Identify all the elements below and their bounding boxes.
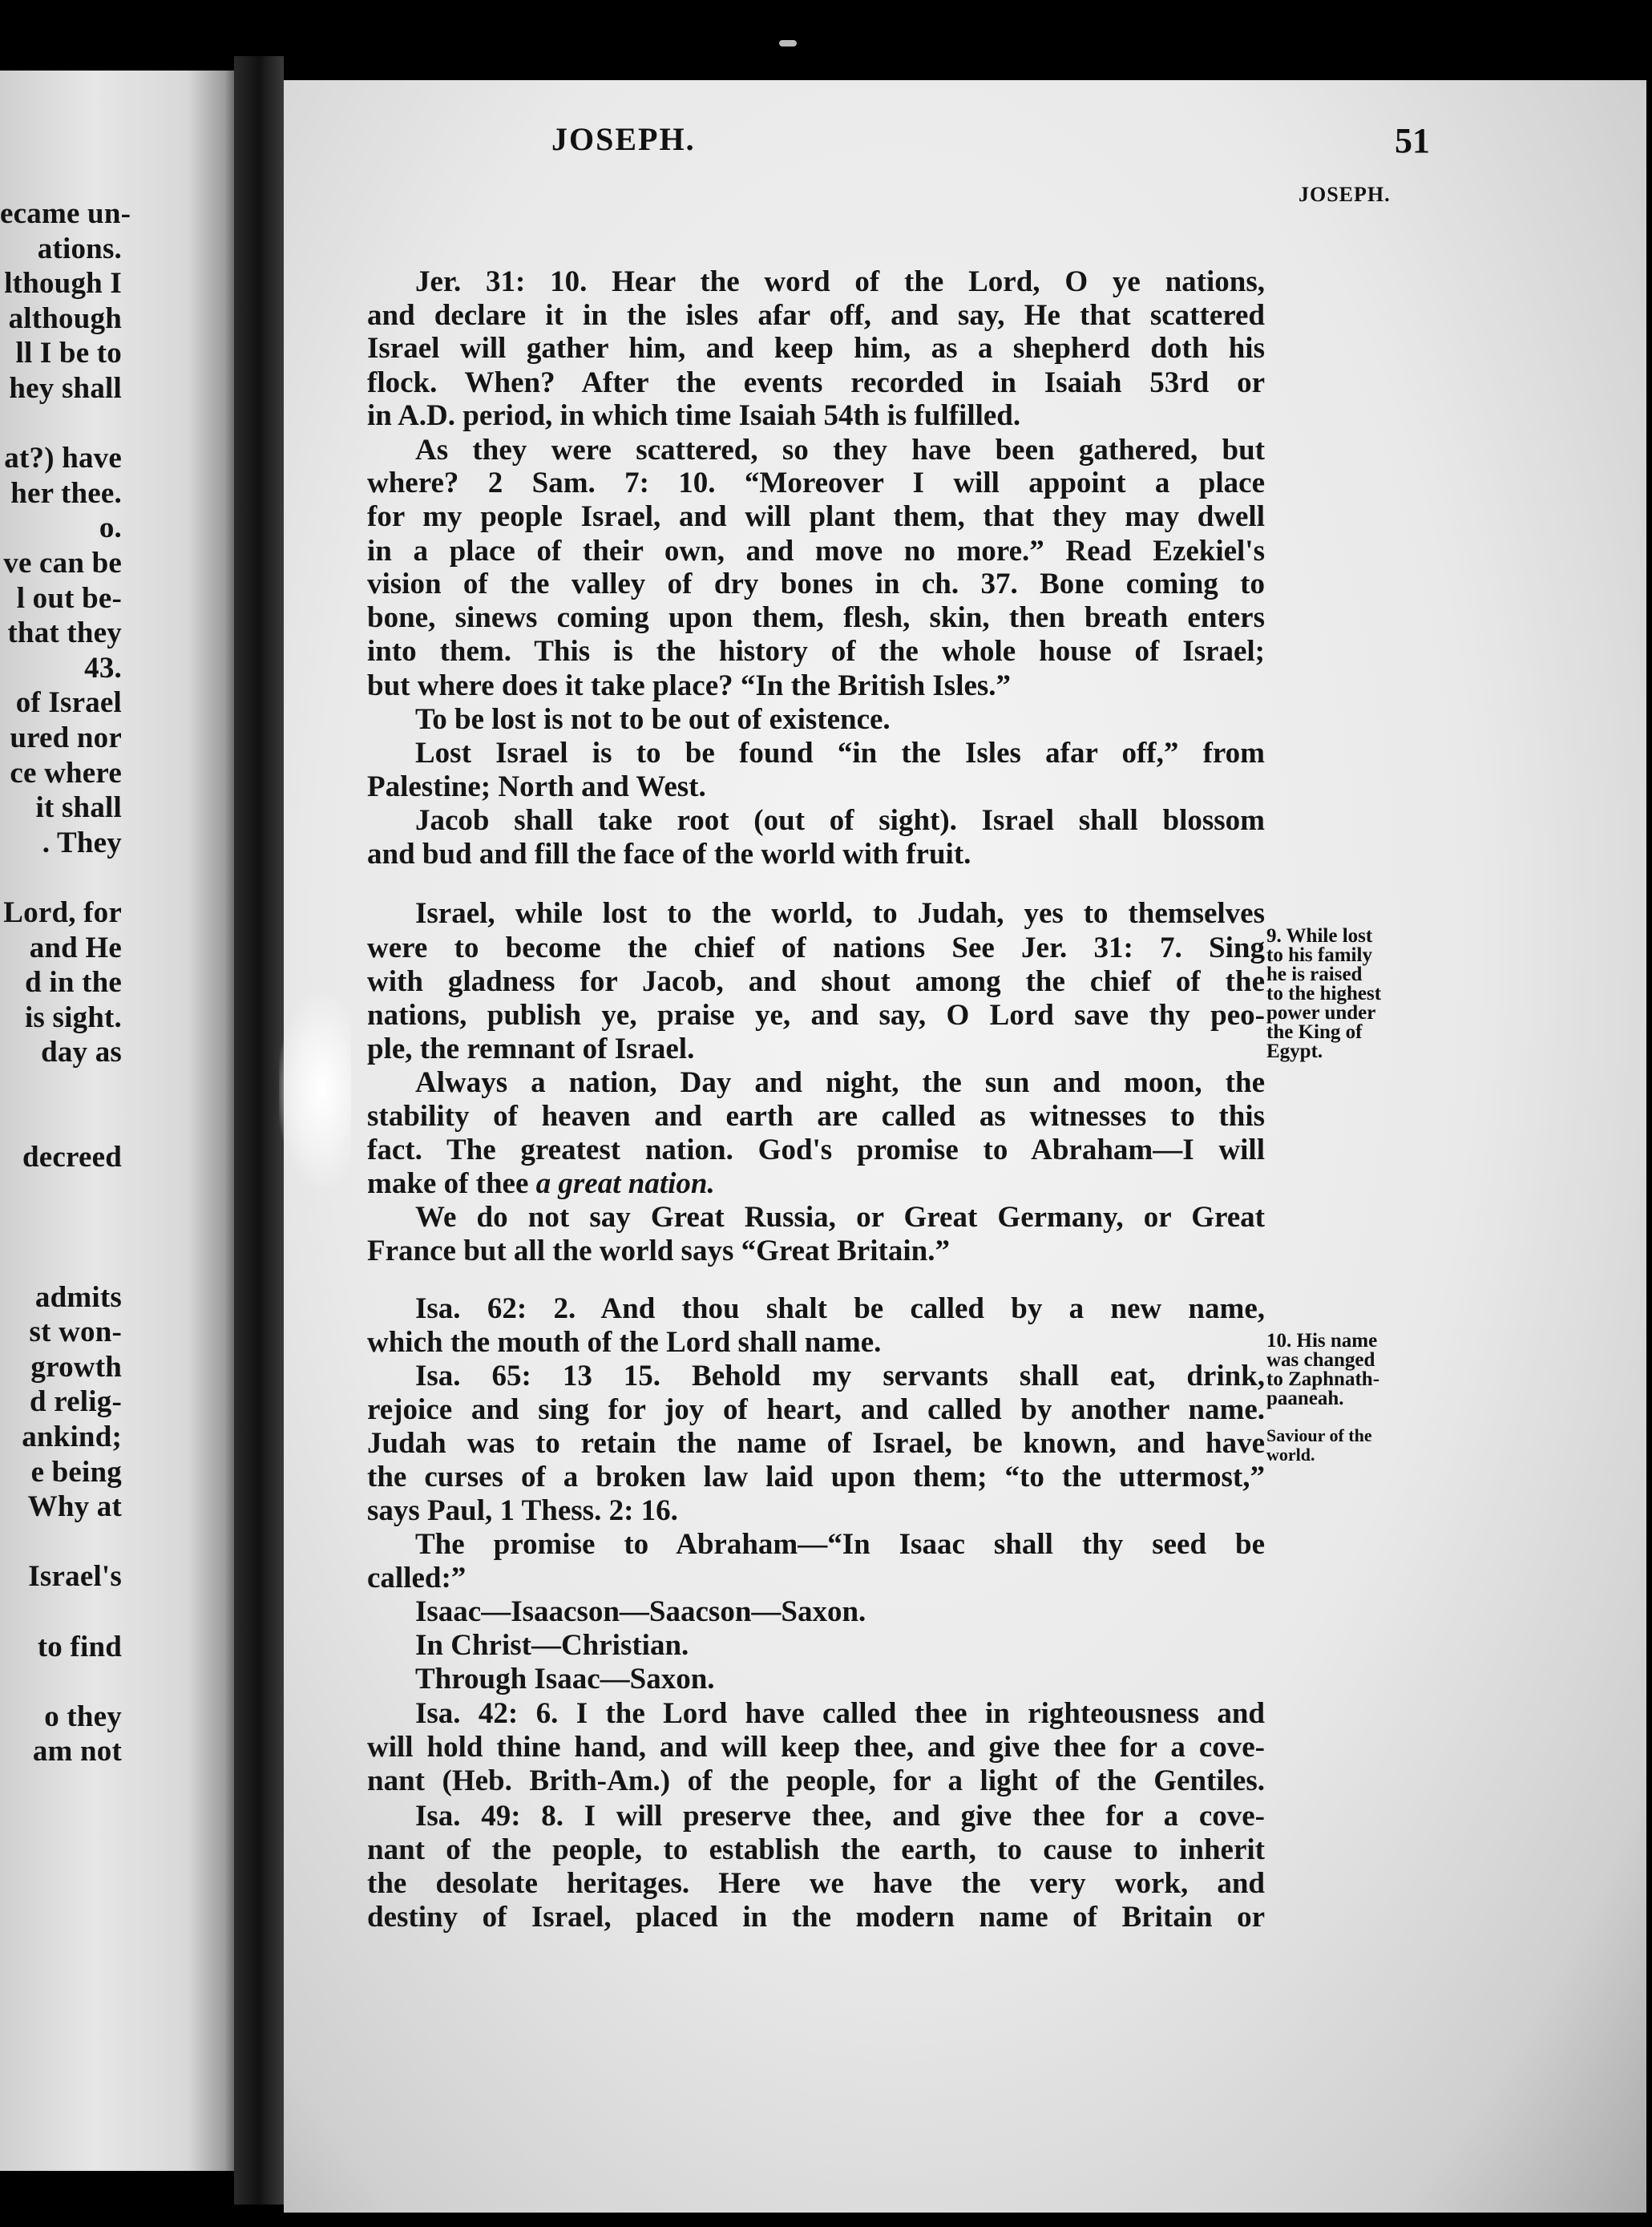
left-page-line: e being <box>30 1455 122 1489</box>
body-line-text: nant of the people, to establish the earth, to cause to inherit <box>367 1833 1265 1866</box>
left-page-line: lthough I <box>4 267 122 301</box>
body-line <box>415 1527 1265 1562</box>
body-line-text: Palestine; North and West. <box>367 770 706 803</box>
body-line <box>367 398 1265 434</box>
body-line-text: will hold thine hand, and will keep thee, and give thee for a cove- <box>367 1731 1265 1764</box>
body-line-text: To be lost is not to be out of existence. <box>415 703 891 736</box>
body-line <box>415 265 1265 300</box>
body-line-text: Isa. 62: 2. And thou shalt be called by a new name, <box>415 1292 1265 1325</box>
body-line-text: Lost Israel is to be found “in the Isles afar off,” from <box>415 737 1265 770</box>
body-line <box>367 931 1265 966</box>
body-line-text: but where does it take place? “In the British Isles.” <box>367 669 1012 702</box>
left-page-fragment <box>0 71 234 2171</box>
body-line <box>415 1594 1265 1630</box>
body-line <box>367 567 1265 602</box>
left-page-line: o. <box>99 511 122 545</box>
body-line <box>415 1291 1265 1327</box>
body-line-text: nations, publish ye, praise ye, and say, O Lord save thy peo- <box>367 999 1265 1032</box>
body-line <box>415 433 1265 468</box>
body-line-text: which the mouth of the Lord shall name. <box>367 1326 882 1359</box>
left-page-line: ured nor <box>10 721 122 754</box>
left-page-line: l out be- <box>16 581 122 615</box>
left-page-line: . They <box>42 826 122 859</box>
left-page-line: d in the <box>25 966 122 1000</box>
body-line <box>415 1065 1265 1101</box>
body-line-text: vision of the valley of dry bones in ch. 37. Bone coming to <box>367 568 1265 600</box>
side-head: JOSEPH. <box>1299 183 1391 206</box>
body-line-text: France but all the world says “Great Britain.” <box>367 1235 950 1267</box>
margin-note-line: 9. While lost <box>1266 925 1373 947</box>
body-line-text: in A.D. period, in which time Isaiah 54th is fulfilled. <box>367 399 1021 432</box>
left-page-line: st won- <box>29 1316 122 1349</box>
body-line-text: the curses of a broken law laid upon them; “to the uttermost,” <box>367 1461 1265 1493</box>
body-line <box>367 1133 1265 1168</box>
body-line <box>367 1426 1265 1461</box>
left-page-line: although <box>8 301 122 335</box>
body-line-text: says Paul, 1 Thess. 2: 16. <box>367 1494 678 1527</box>
running-head: JOSEPH. <box>551 121 696 157</box>
left-page-line: of Israel <box>15 686 122 720</box>
body-line-text: and declare it in the isles afar off, and say, He that scattered <box>367 299 1265 332</box>
body-line <box>367 298 1265 333</box>
body-line <box>415 1200 1265 1235</box>
body-line-text: ple, the remnant of Israel. <box>367 1033 695 1065</box>
body-line-text: Israel will gather him, and keep him, as a shepherd doth his <box>367 332 1265 365</box>
left-page-line: growth <box>30 1350 122 1384</box>
left-page-line: at?) have <box>4 442 122 475</box>
body-line <box>367 331 1265 366</box>
left-page-line: ve can be <box>3 547 122 580</box>
left-page-line: is sight. <box>24 1000 122 1034</box>
body-line-text: stability of heaven and earth are called as witnesses to this <box>367 1100 1265 1133</box>
body-line-text: Isa. 49: 8. I will preserve thee, and give thee for a cove- <box>415 1800 1265 1833</box>
body-line-text: for my people Israel, and will plant them, that they may dwell <box>367 500 1265 533</box>
body-line <box>415 736 1265 771</box>
body-line <box>367 770 1265 805</box>
body-line <box>367 534 1265 569</box>
left-page-line: ce where <box>10 756 122 790</box>
left-page-line: o they <box>44 1700 122 1733</box>
body-line <box>367 1900 1265 1935</box>
left-page-line: to find <box>37 1630 122 1663</box>
body-line <box>367 466 1265 501</box>
left-page-line: 43. <box>84 651 122 685</box>
body-line-text: flock. When? After the events recorded in Isaiah 53rd or <box>367 366 1265 399</box>
margin-note-line: 10. His name <box>1266 1330 1378 1352</box>
body-line <box>415 1696 1265 1732</box>
margin-note-line: power under <box>1266 1002 1376 1024</box>
body-line <box>415 1662 1265 1697</box>
body-line <box>415 702 1265 738</box>
body-line <box>367 1561 1265 1596</box>
body-line-text: Isa. 65: 13 15. Behold my servants shall eat, drink, <box>415 1360 1265 1392</box>
body-line-text: We do not say Great Russia, or Great Germany, or Great <box>415 1201 1265 1234</box>
body-line-text: Always a nation, Day and night, the sun and moon, the <box>415 1066 1265 1099</box>
body-line-text: Judah was to retain the name of Israel, be known, and have <box>367 1427 1265 1460</box>
body-line-text: As they were scattered, so they have been gathered, but <box>415 434 1265 467</box>
body-line <box>415 896 1265 932</box>
body-line-text: nant (Heb. Brith-Am.) of the people, for a light of the Gentiles. <box>367 1764 1265 1797</box>
body-line <box>367 634 1265 669</box>
body-line <box>367 499 1265 535</box>
body-line <box>415 1628 1265 1663</box>
left-page-line: am not <box>32 1735 122 1768</box>
body-line <box>367 998 1265 1033</box>
body-line <box>367 964 1265 1000</box>
left-page-line: her thee. <box>10 476 122 510</box>
body-line <box>367 1166 1265 1202</box>
body-line-text: in a place of their own, and move no more.” Read Ezekiel's <box>367 535 1265 568</box>
left-page-line: decreed <box>22 1141 122 1174</box>
body-line <box>367 1325 1265 1360</box>
body-line-text: Israel, while lost to the world, to Judah, yes to themselves <box>415 897 1265 930</box>
margin-note-line: the King of <box>1266 1021 1363 1043</box>
left-page-line: admits <box>34 1280 122 1314</box>
paper-damage <box>279 994 351 1186</box>
body-line <box>415 1359 1265 1394</box>
left-page-line: day as <box>41 1036 122 1069</box>
margin-note-line: was changed <box>1266 1349 1375 1371</box>
body-line <box>367 669 1265 704</box>
margin-note-line: Egypt. <box>1266 1041 1323 1062</box>
left-page-line: Lord, for <box>3 896 122 929</box>
left-page-line: Why at <box>27 1490 122 1524</box>
left-page-line: Israel's <box>28 1560 122 1594</box>
left-page-line: ations. <box>37 232 122 265</box>
body-line-text: Isaac—Isaacson—Saacson—Saxon. <box>415 1595 866 1628</box>
body-line <box>367 1764 1265 1799</box>
body-line-text: Through Isaac—Saxon. <box>415 1663 715 1696</box>
body-line <box>367 1730 1265 1765</box>
body-line <box>415 1799 1265 1834</box>
margin-note-line: world. <box>1266 1445 1315 1465</box>
left-page-line: d relig- <box>30 1385 122 1419</box>
body-line-text: were to become the chief of nations See Jer. 31: 7. Sing <box>367 932 1265 964</box>
body-line <box>367 1460 1265 1495</box>
body-line <box>367 1032 1265 1067</box>
margin-note-line: to the highest <box>1266 983 1382 1004</box>
left-page-line: hey shall <box>9 372 122 405</box>
body-line <box>367 600 1265 636</box>
margin-note-line: to Zaphnath- <box>1266 1368 1380 1390</box>
body-line <box>367 837 1265 872</box>
body-line-text: bone, sinews coming upon them, flesh, skin, then breath enters <box>367 601 1265 634</box>
body-line-text: Jacob shall take root (out of sight). Israel shall blossom <box>415 804 1265 837</box>
body-line-text: The promise to Abraham—“In Isaac shall thy seed be <box>415 1528 1265 1561</box>
body-line <box>367 1866 1265 1902</box>
body-line-text: into them. This is the history of the whole house of Israel; <box>367 635 1265 668</box>
left-page-line: ankind; <box>22 1421 122 1453</box>
body-line-text: destiny of Israel, placed in the modern name of Britain or <box>367 1901 1265 1934</box>
body-line-text: make of thee <box>367 1167 529 1200</box>
body-line-text: the desolate heritages. Here we have the very work, and <box>367 1867 1265 1900</box>
body-line-text: fact. The greatest nation. God's promise to Abraham—I will <box>367 1134 1265 1166</box>
body-line-text: where? 2 Sam. 7: 10. “Moreover I will appoint a place <box>367 467 1265 499</box>
body-line-text: Jer. 31: 10. Hear the word of the Lord, O ye nations, <box>415 265 1265 298</box>
body-line <box>367 1392 1265 1428</box>
margin-note-line: he is raised <box>1266 964 1363 985</box>
body-line <box>415 803 1265 839</box>
body-line-text: In Christ—Christian. <box>415 1629 689 1662</box>
margin-note-line: paaneah. <box>1266 1388 1344 1409</box>
body-line-text: with gladness for Jacob, and shout among the chief of the <box>367 965 1265 998</box>
margin-note-line: to his family <box>1266 944 1372 966</box>
scan-mark <box>779 40 797 46</box>
book-gutter <box>234 56 284 2205</box>
left-page-line: that they <box>7 616 122 650</box>
page-number: 51 <box>1395 121 1430 160</box>
body-line-text: Isa. 42: 6. I the Lord have called thee in righteousness and <box>415 1697 1265 1730</box>
left-page-line: it shall <box>35 791 122 825</box>
body-line <box>367 1493 1265 1529</box>
margin-note-line: Saviour of the <box>1266 1425 1372 1445</box>
body-line <box>367 366 1265 401</box>
italic-phrase: a great nation. <box>535 1167 715 1200</box>
left-page-line: and He <box>29 931 122 964</box>
left-page-line: ll I be to <box>15 337 122 370</box>
body-line-text: and bud and fill the face of the world with fruit. <box>367 838 971 871</box>
left-page-line: ecame un- <box>0 197 131 230</box>
body-line <box>367 1099 1265 1134</box>
body-line-text: rejoice and sing for joy of heart, and called by another name. <box>367 1393 1265 1426</box>
body-line <box>367 1833 1265 1868</box>
body-line-text: called:” <box>367 1562 467 1594</box>
body-line <box>367 1234 1265 1269</box>
